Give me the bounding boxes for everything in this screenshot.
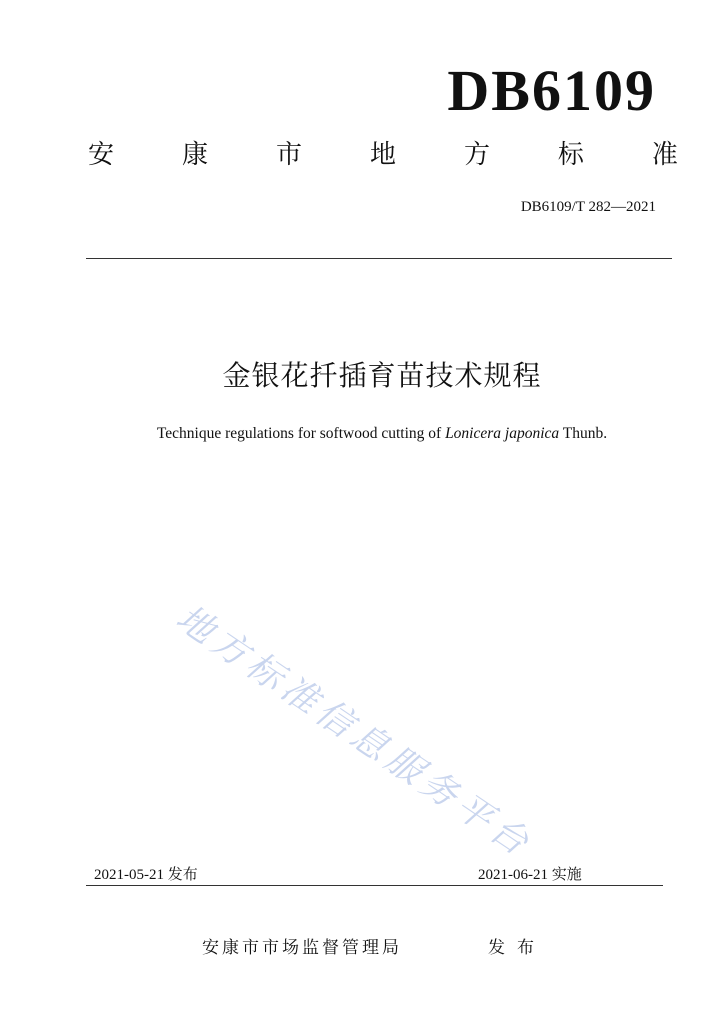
document-title-english [0,426,724,442]
standard-type-char: 地 [369,140,396,170]
standard-type-char: 方 [463,140,490,170]
standard-number: DB6109/T 282—2021 [520,199,656,215]
title-english-prefix: Technique regulations for softwood cutting of [156,425,446,442]
document-title-chinese: 金银花扦插育苗技术规程 [222,359,542,392]
standard-code: DB6109 [447,58,656,123]
standard-type [88,142,678,168]
header-divider [86,258,672,259]
footer-divider [86,885,663,886]
standard-type-char: 标 [557,140,584,170]
watermark: 地方标准信息服务平台 [168,597,540,867]
title-english-species: Lonicera japonica [445,425,560,442]
issuing-authority: 安康市市场监督管理局 [202,938,402,958]
title-english-suffix: Thunb. [559,425,608,442]
standard-type-char: 市 [275,140,302,170]
standard-type-char: 康 [181,140,208,170]
implementation-date: 2021-06-21 实施 [478,867,582,883]
standard-type-char: 安 [88,140,115,170]
standard-type-char: 准 [651,140,678,170]
issue-action: 发布 [488,938,546,958]
issue-date: 2021-05-21 发布 [94,867,198,883]
